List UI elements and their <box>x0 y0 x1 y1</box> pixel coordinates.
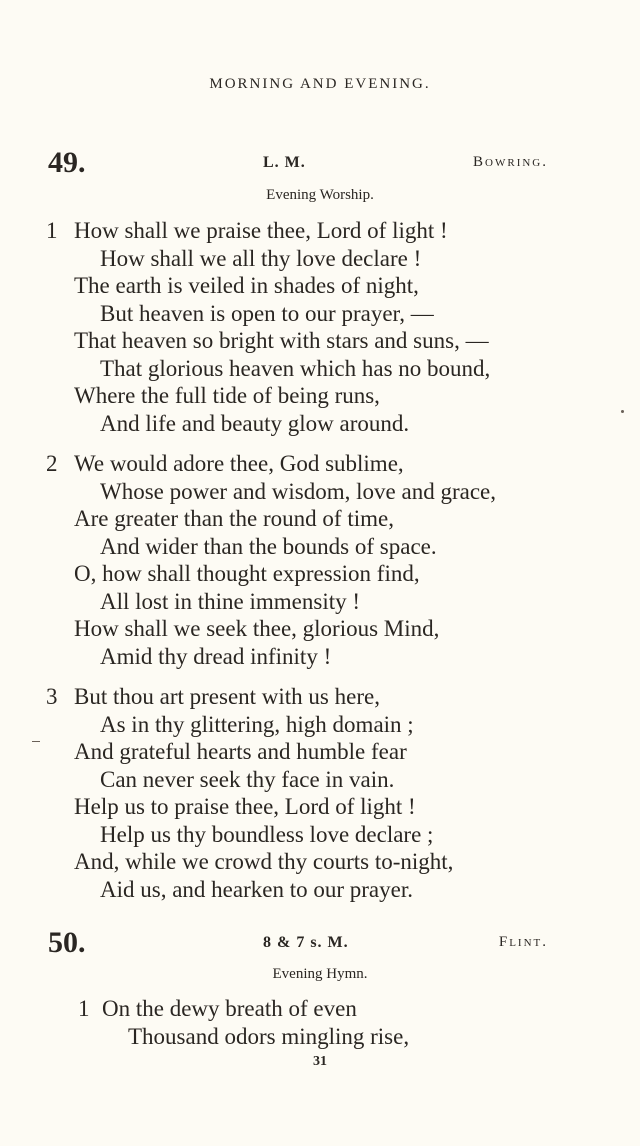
ink-speck <box>32 741 40 742</box>
hymn-composer: Bowring. <box>473 154 548 170</box>
hymn-composer: Flint. <box>498 934 548 950</box>
verse-line: That heaven so bright with stars and suns, — <box>74 328 489 353</box>
hymn-header <box>48 926 548 960</box>
verse-line: How shall we seek thee, glorious Mind, <box>74 616 440 641</box>
stanza-number: 3 <box>46 684 58 709</box>
stanza <box>46 683 626 903</box>
verse-line: As in thy glittering, high domain ; <box>100 711 414 737</box>
verse-line: How shall we praise thee, Lord of light ! <box>74 218 448 243</box>
verse-line: Help us to praise thee, Lord of light ! <box>74 794 416 819</box>
stanza <box>46 450 626 670</box>
verse-line: How shall we all thy love declare ! <box>100 245 422 271</box>
verse-line: But heaven is open to our prayer, — <box>100 300 434 326</box>
hymn-header <box>48 146 548 180</box>
hymn-number: 49. <box>48 146 86 179</box>
verse-line: But thou art present with us here, <box>74 684 380 709</box>
hymn-number: 50. <box>48 926 86 959</box>
ink-speck <box>621 410 624 413</box>
stanza-number: 2 <box>46 451 58 476</box>
verse-line: That glorious heaven which has no bound, <box>100 355 491 381</box>
stanza <box>46 217 626 437</box>
verse-line: And life and beauty glow around. <box>100 410 410 436</box>
verse-line: Help us thy boundless love declare ; <box>100 821 434 847</box>
verse-line: And, while we crowd thy courts to-night, <box>74 849 454 874</box>
verse-line: And grateful hearts and humble fear <box>74 739 407 764</box>
hymn-subtitle: Evening Hymn. <box>272 966 368 982</box>
stanza-number: 1 <box>46 218 58 243</box>
running-head: MORNING AND EVENING. <box>209 76 431 92</box>
verse-line: We would adore thee, God sublime, <box>74 451 404 476</box>
stanza-number: 1 <box>78 996 90 1021</box>
hymn-subtitle: Evening Worship. <box>266 187 374 203</box>
verse-line: And wider than the bounds of space. <box>100 533 437 559</box>
hymn-meter: L. M. <box>263 154 306 171</box>
hymn-meter: 8 & 7 s. M. <box>263 934 349 951</box>
verse-line: Aid us, and hearken to our prayer. <box>100 876 413 902</box>
verse-line: Are greater than the round of time, <box>74 506 394 531</box>
verse-line: On the dewy breath of even <box>102 996 357 1021</box>
verse-line: Whose power and wisdom, love and grace, <box>100 478 496 504</box>
verse-line: Where the full tide of being runs, <box>74 383 380 408</box>
verse-line: Amid thy dread infinity ! <box>100 643 332 669</box>
page-number: 31 <box>313 1054 327 1069</box>
verse-line: Thousand odors mingling rise, <box>128 1023 410 1049</box>
stanza <box>46 995 626 1050</box>
verse-line: The earth is veiled in shades of night, <box>74 273 419 298</box>
verse-line: Can never seek thy face in vain. <box>100 766 395 792</box>
verse-line: O, how shall thought expression find, <box>74 561 420 586</box>
verse-line: All lost in thine immensity ! <box>100 588 361 614</box>
